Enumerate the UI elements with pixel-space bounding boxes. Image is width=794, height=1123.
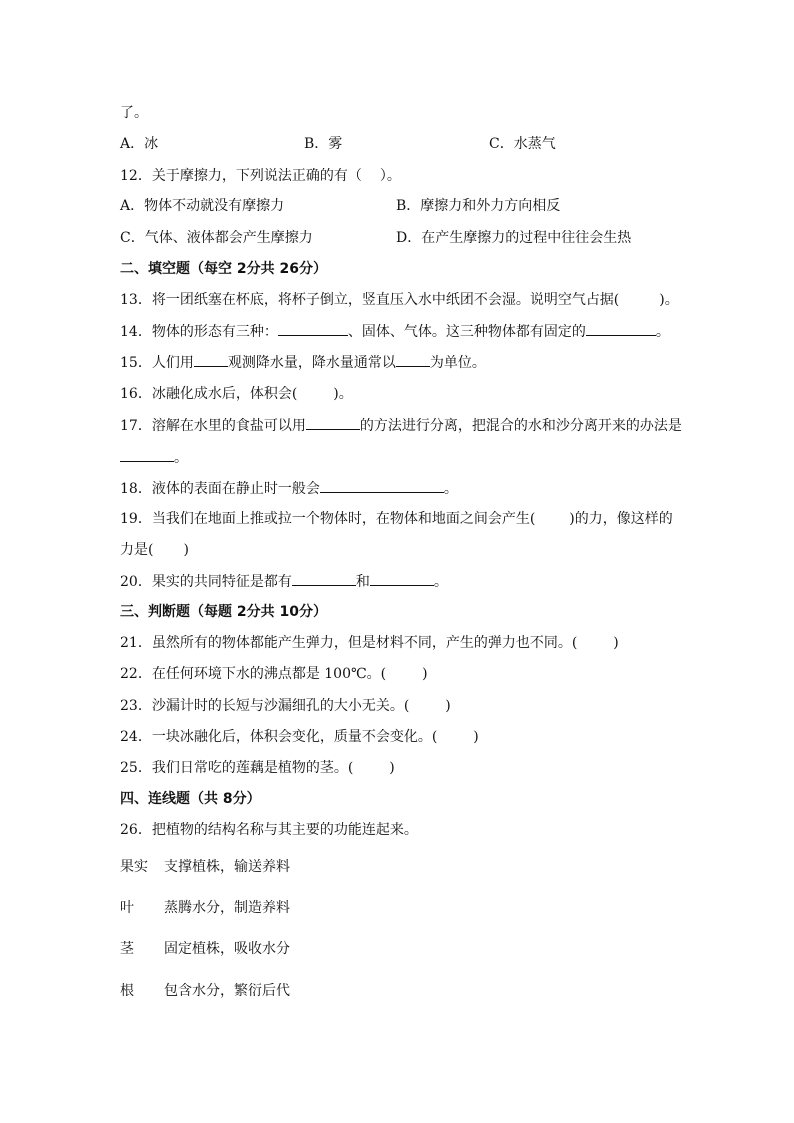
q24-text: 24．一块冰融化后，体积会变化，质量不会变化。( [120, 729, 438, 745]
structure-function[interactable]: 蒸腾水分，制造养料 [164, 900, 290, 916]
q14-text-end: 。 [655, 324, 670, 340]
answer-blank[interactable] [194, 353, 228, 367]
answer-blank[interactable] [370, 572, 434, 586]
structure-name[interactable]: 根 [120, 983, 134, 999]
q12-text-end: ）。 [379, 168, 401, 184]
structure-name[interactable]: 果实 [120, 859, 148, 875]
q15-text-end: 为单位。 [429, 355, 486, 371]
question-13 [120, 291, 679, 309]
q25-text-end: ) [389, 760, 395, 776]
q15-text-middle: 观测降水量，降水量通常以 [227, 355, 396, 371]
q17-text: 17．溶解在水里的食盐可以用 [120, 418, 306, 434]
q21-text: 21．虽然所有的物体都能产生弹力，但是材料不同，产生的弹力也不同。( [120, 635, 578, 651]
question-20 [120, 572, 448, 591]
section-2-title: 二、填空题（每空 2分共 26分） [120, 261, 327, 277]
q16-text-end: )。 [333, 386, 353, 402]
q18-text: 18．液体的表面在静止时一般会 [120, 481, 320, 497]
q22-text: 22．在任何环境下水的沸点都是 100℃。( [120, 666, 387, 682]
question-26: 26．把植物的结构名称与其主要的功能连起来。 [120, 822, 418, 838]
q12-option-b: B．摩擦力和外力方向相反 [396, 198, 561, 214]
q20-text-end: 。 [433, 574, 448, 590]
q12-text: 12．关于摩擦力，下列说法正确的有（ [120, 168, 362, 184]
question-24 [120, 728, 479, 746]
q15-text: 15．人们用 [120, 355, 194, 371]
q20-text: 20．果实的共同特征是都有 [120, 574, 292, 590]
question-12 [120, 167, 401, 185]
q19-text: 19．当我们在地面上推或拉一个物体时，在物体和地面之间会产生( [120, 511, 536, 527]
structure-function[interactable]: 固定植株，吸收水分 [164, 941, 290, 957]
answer-blank[interactable] [292, 572, 356, 586]
q14-text: 14．物体的形态有三种： [120, 324, 278, 340]
section-3-title: 三、判断题（每题 2分共 10分） [120, 604, 327, 620]
question-18 [120, 479, 458, 498]
question-19 [120, 510, 673, 528]
answer-blank[interactable] [278, 322, 348, 336]
question-21 [120, 634, 619, 652]
q23-text-end: ) [445, 698, 451, 714]
q17-text-middle: 的方法进行分离，把混合的水和沙分离开来的办法是 [359, 418, 682, 434]
question-15 [120, 353, 486, 372]
q11-option-a: A．冰 [120, 136, 159, 152]
question-16 [120, 385, 353, 403]
q25-text: 25．我们日常吃的莲藕是植物的茎。( [120, 760, 354, 776]
answer-blank[interactable] [320, 479, 444, 493]
question-17-line-2 [120, 448, 188, 467]
q19-text-line-2: 力是( [120, 542, 154, 558]
q12-option-c: C．气体、液体都会产生摩擦力 [120, 230, 313, 246]
structure-function[interactable]: 支撑植株，输送养料 [164, 859, 290, 875]
q13-text-end: )。 [659, 292, 679, 308]
q12-option-d: D．在产生摩擦力的过程中往往会生热 [396, 230, 632, 246]
q16-text: 16．冰融化成水后，体积会( [120, 386, 298, 402]
question-14 [120, 322, 670, 341]
q11-option-c: C．水蒸气 [489, 136, 556, 152]
answer-blank[interactable] [120, 448, 174, 462]
q20-text-middle: 和 [355, 574, 370, 590]
q22-text-end: ) [422, 666, 428, 682]
q13-text: 13．将一团纸塞在杯底，将杯子倒立，竖直压入水中纸团不会湿。说明空气占据( [120, 292, 620, 308]
answer-blank[interactable] [586, 322, 656, 336]
question-11-fragment: 了。 [120, 105, 148, 121]
question-17 [120, 416, 682, 435]
q23-text: 23．沙漏计时的长短与沙漏细孔的大小无关。( [120, 698, 410, 714]
structure-function[interactable]: 包含水分，繁衍后代 [164, 983, 290, 999]
q19-text-middle: )的力，像这样的 [569, 511, 673, 527]
answer-blank[interactable] [306, 416, 360, 430]
section-4-title: 四、连线题（共 8分） [120, 791, 261, 807]
q17-text-end: 。 [174, 450, 188, 466]
question-25 [120, 759, 395, 777]
q11-option-b: B．雾 [304, 136, 343, 152]
q24-text-end: ) [473, 729, 479, 745]
question-22 [120, 665, 428, 683]
structure-name[interactable]: 茎 [120, 941, 134, 957]
q19-text-end: ) [183, 542, 189, 558]
question-23 [120, 697, 451, 715]
answer-blank[interactable] [396, 353, 430, 367]
structure-name[interactable]: 叶 [120, 900, 134, 916]
q12-option-a: A．物体不动就没有摩擦力 [120, 198, 285, 214]
q14-text-middle: 、固体、气体。这三种物体都有固定的 [347, 324, 586, 340]
q18-text-end: 。 [443, 481, 458, 497]
q21-text-end: ) [613, 635, 619, 651]
question-19-line-2 [120, 541, 189, 559]
